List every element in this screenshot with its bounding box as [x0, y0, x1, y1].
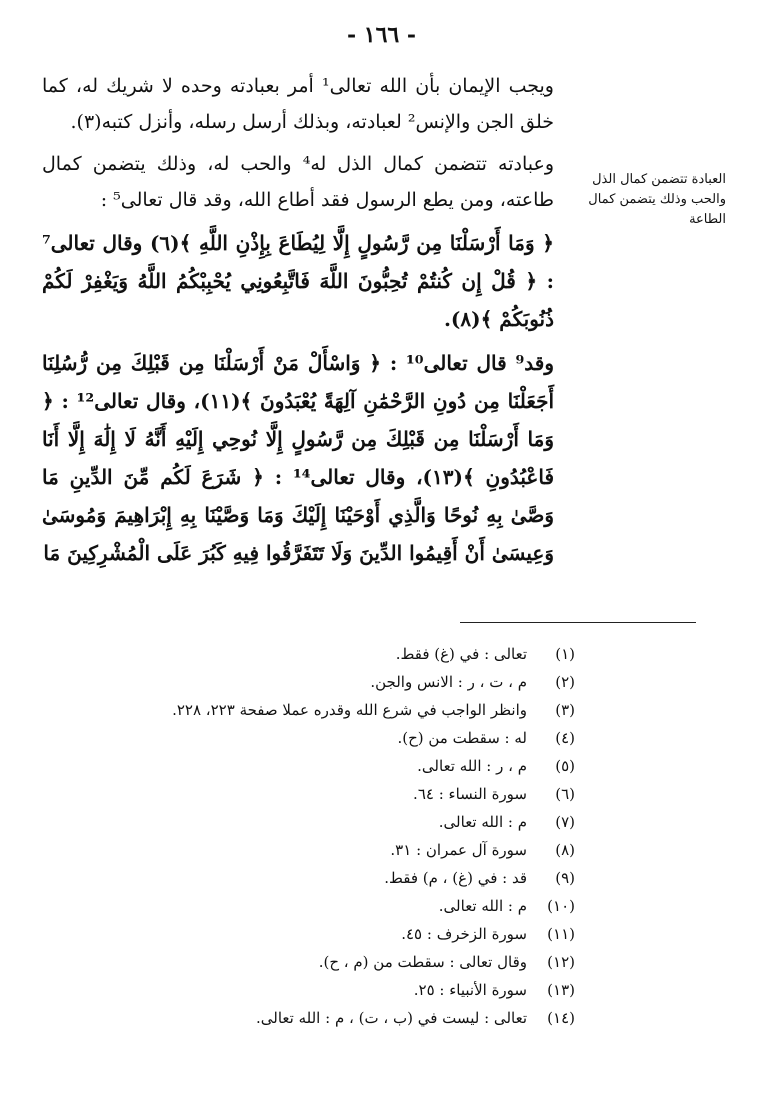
- footnote-text: تعالى : في (غ) فقط.: [395, 645, 527, 663]
- footnote-number: (١): [555, 645, 575, 663]
- footnote: [150, 724, 575, 752]
- paragraph-2: وعبادته تتضمن كمال الذل له⁴ والحب له، وذلك يتضمن كمال طاعته، ومن يطع الرسول فقد أطاع الله، وقد قال تعالى⁵ :: [42, 153, 554, 211]
- footnote: [150, 864, 575, 892]
- footnote: [150, 808, 575, 836]
- footnote-number: (١١): [547, 925, 575, 943]
- footnote-text: سورة الأنبياء : ٢٥.: [413, 981, 527, 999]
- footnote-number: (٨): [555, 841, 575, 859]
- footnote: [150, 892, 575, 920]
- footnote-text: وقال تعالى : سقطت من (م ، ح).: [318, 953, 527, 971]
- footnote-number: (٤): [555, 729, 575, 747]
- footnote-number: (١٠): [547, 897, 575, 915]
- margin-note: العبادة تتضمن كمال الذل والحب وذلك يتضمن كمال الطاعة: [588, 172, 726, 227]
- footnote-text: سورة الزخرف : ٤٥.: [401, 925, 527, 943]
- footnote-number: (٧): [555, 813, 575, 831]
- quran-verses-1: ﴿ وَمَا أَرْسَلْنَا مِن رَّسُولٍ إِلَّا لِيُطَاعَ بِإِذْنِ اللَّهِ ﴾(٦) وقال تعالى⁷ : ﴿ قُلْ إِن كُنتُمْ تُحِبُّونَ اللَّهَ فَاتَّبِعُونِي يُحْبِبْكُمُ اللَّهُ وَيَغْفِرْ لَكُمْ ذُنُوبَكُمْ ﴾(٨).: [42, 231, 554, 331]
- footnote-divider: [460, 622, 696, 623]
- footnote-text: سورة النساء : ٦٤.: [413, 785, 527, 803]
- footnote-number: (٩): [555, 869, 575, 887]
- footnote-text: م : الله تعالى.: [438, 897, 527, 915]
- footnote: [150, 920, 575, 948]
- footnote: [150, 640, 575, 668]
- footnote-text: م : الله تعالى.: [438, 813, 527, 831]
- footnote-text: سورة آل عمران : ٣١.: [390, 841, 527, 859]
- footnote-number: (١٤): [547, 1009, 575, 1027]
- footnote-number: (٢): [555, 673, 575, 691]
- footnote: [150, 696, 575, 724]
- main-text: [42, 68, 554, 572]
- footnote: [150, 948, 575, 976]
- footnote-number: (١٢): [547, 953, 575, 971]
- footnote-text: تعالى : ليست في (ب ، ت) ، م : الله تعالى.: [256, 1009, 527, 1027]
- footnote: [150, 752, 575, 780]
- footnote-text: م ، ت ، ر : الانس والجن.: [370, 673, 527, 691]
- quran-verses-2: وقد⁹ قال تعالى¹⁰ : ﴿ وَاسْأَلْ مَنْ أَرْسَلْنَا مِن قَبْلِكَ مِن رُّسُلِنَا أَجَعَلْنَا مِن دُونِ الرَّحْمَٰنِ آلِهَةً يُعْبَدُونَ ﴾(١١)، وقال تعالى¹² : ﴿ وَمَا أَرْسَلْنَا مِن قَبْلِكَ مِن رَّسُولٍ إِلَّا نُوحِي إِلَيْهِ أَنَّهُ لَا إِلَٰهَ إِلَّا أَنَا فَاعْبُدُونِ ﴾(١٣)، وقال تعالى¹⁴ : ﴿ شَرَعَ لَكُم مِّنَ الدِّينِ مَا وَصَّىٰ بِهِ نُوحًا وَالَّذِي أَوْحَيْنَا إِلَيْكَ وَمَا وَصَّيْنَا بِهِ إِبْرَاهِيمَ وَمُوسَىٰ وَعِيسَىٰ أَنْ أَقِيمُوا الدِّينَ وَلَا تَتَفَرَّقُوا فِيهِ كَبُرَ عَلَى الْمُشْرِكِينَ مَا: [42, 351, 555, 565]
- footnote-number: (٦): [555, 785, 575, 803]
- footnote-text: له : سقطت من (ح).: [397, 729, 527, 747]
- footnote-text: قد : في (غ) ، م) فقط.: [384, 869, 527, 887]
- page-number: - ١٦٦ -: [346, 22, 417, 48]
- footnote-number: (٣): [555, 701, 575, 719]
- footnote-text: م ، ر : الله تعالى.: [417, 757, 527, 775]
- footnote: [150, 780, 575, 808]
- footnotes-list: [150, 640, 575, 1032]
- footnote: [150, 1004, 575, 1032]
- paragraph-1: ويجب الإيمان بأن الله تعالى¹ أمر بعبادته وحده لا شريك له، كما خلق الجن والإنس² لعبادته، وبذلك أرسل رسله، وأنزل كتبه(٣).: [42, 75, 554, 133]
- footnote-text: وانظر الواجب في شرع الله وقدره عملا صفحة ٢٢٣، ٢٢٨.: [172, 701, 527, 719]
- footnote-number: (٥): [555, 757, 575, 775]
- footnote-number: (١٣): [547, 981, 575, 999]
- footnote: [150, 668, 575, 696]
- footnote: [150, 836, 575, 864]
- footnote: [150, 976, 575, 1004]
